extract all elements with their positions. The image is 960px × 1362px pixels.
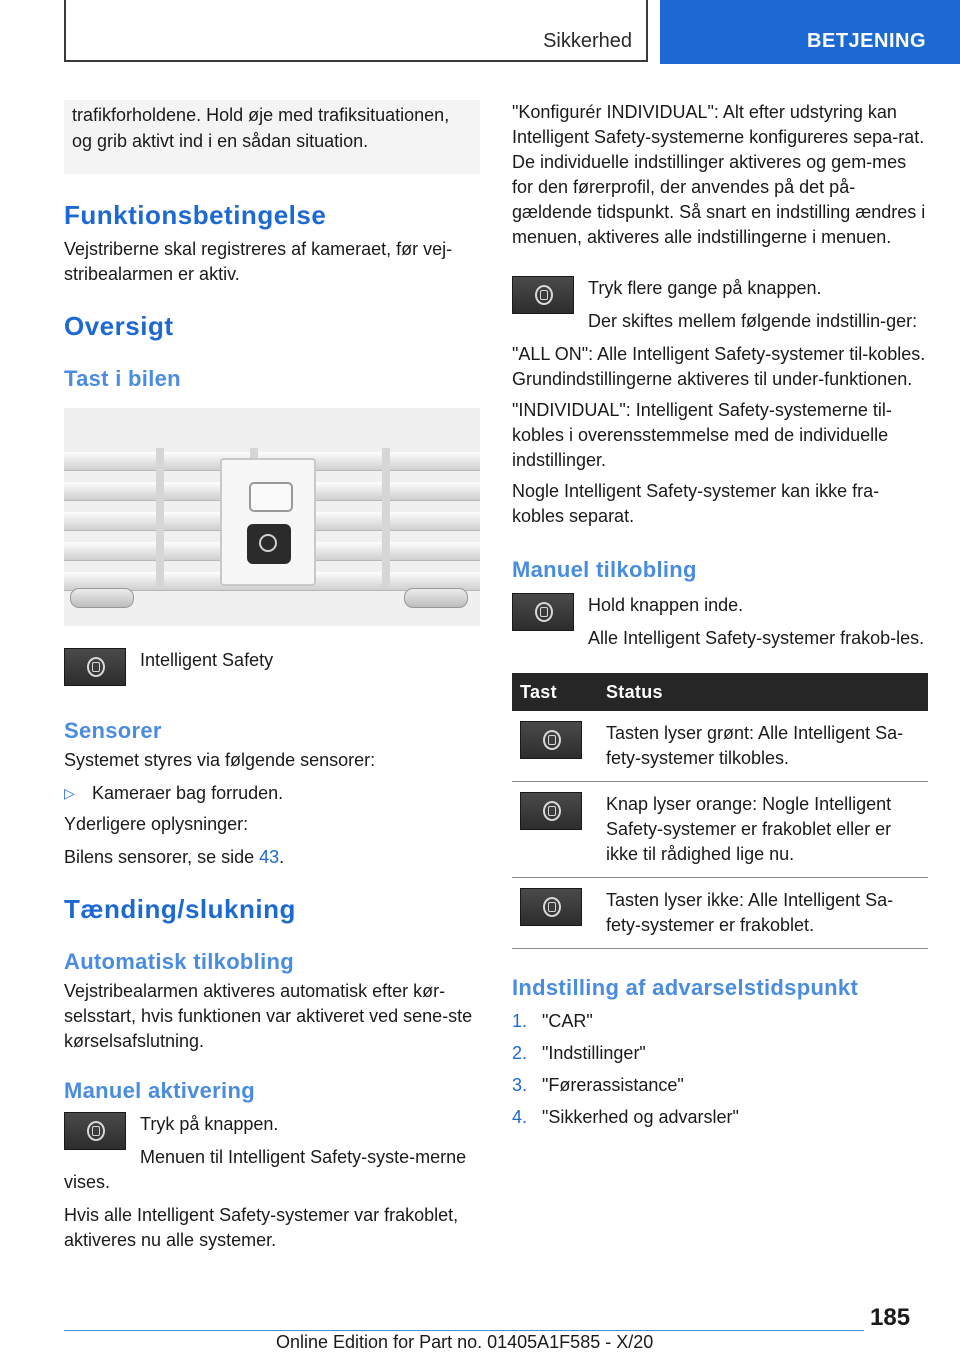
note-text: trafikforholdene. Hold øje med trafiksituationen, og grib aktivt ind i en sådan situation.: [72, 105, 450, 151]
heading-indstilling: Indstilling af advarselstidspunkt: [512, 975, 859, 1000]
triangle-bullet-icon: ▷: [64, 785, 75, 801]
page-header: [0, 0, 960, 64]
icon-row-hold: [512, 593, 928, 651]
icon-row-intelligent-safety: [64, 648, 480, 688]
heading-automatisk: Automatisk tilkobling: [64, 949, 294, 974]
page-link[interactable]: 43: [259, 847, 280, 867]
table-row: Tasten lyser grønt: Alle Intelligent Sa-fety-systemer tilkobles.: [512, 711, 928, 782]
para-alle-frakob: Alle Intelligent Safety-systemer frakob-les.: [588, 628, 925, 648]
chapter-tab: [660, 0, 960, 64]
para-menuen: Menuen til Intelligent Safety-syste-merne vises.: [64, 1147, 467, 1192]
intelligent-safety-icon: [512, 276, 574, 314]
footer-edition: Online Edition for Part no. 01405A1F585 - X/20: [276, 1332, 654, 1352]
para-yderligere: Yderligere oplysninger:: [64, 814, 249, 834]
intelligent-safety-icon: [520, 888, 582, 926]
table-row: Tasten lyser ikke: Alle Intelligent Sa-fety-systemer er frakoblet.: [512, 878, 928, 949]
table-row: Knap lyser orange: Nogle Intelligent Safety-systemer er frakoblet eller er ikke til rådighed lige nu.: [512, 782, 928, 878]
para-sensorer: Systemet styres via følgende sensorer:: [64, 750, 376, 770]
note-box: [64, 100, 480, 174]
right-column: [512, 100, 928, 1137]
heading-funktionsbetingelse: Funktionsbetingelse: [64, 200, 327, 230]
list-item: 4. "Sikkerhed og advarsler": [512, 1107, 739, 1127]
heading-oversigt: Oversigt: [64, 311, 174, 341]
status-table: [512, 673, 928, 949]
list-item: 3. "Førerassistance": [512, 1075, 684, 1095]
list-item: 2. "Indstillinger": [512, 1043, 646, 1063]
list-item: 1. "CAR": [512, 1011, 593, 1031]
intelligent-safety-icon: [64, 1112, 126, 1150]
para-konfig: "Konfigurér INDIVIDUAL": Alt efter udstyring kan Intelligent Safety-systemerne konfigureres sepa-rat. De individuelle indstillinger aktiveres og gem-mes for den førerprofil, der anvendes på det på-gældende tidspunkt. Så snart en indstilling ændres i menuen, aktiveres alle indstillingerne i menuen.: [512, 102, 926, 247]
intelligent-safety-switch: [247, 524, 291, 564]
footer-divider: [64, 1330, 864, 1331]
para-funktion: Vejstriberne skal registreres af kameraet, før vej-stribealarmen er aktiv.: [64, 239, 453, 284]
heading-manuel-aktivering: Manuel aktivering: [64, 1078, 255, 1103]
left-column: [64, 100, 480, 1253]
switch-panel: [220, 458, 316, 586]
para-nogle: Nogle Intelligent Safety-systemer kan ikke fra-kobles separat.: [512, 481, 880, 526]
dashboard-photo: [64, 408, 480, 626]
intelligent-safety-icon: [64, 648, 126, 686]
page-number: 185: [870, 1304, 911, 1331]
para-individual: "INDIVIDUAL": Intelligent Safety-systemerne til-kobles i overensstemmelse med de individuelle indstillinger.: [512, 400, 892, 470]
list-item: ▷ Kameraer bag forruden.: [64, 781, 480, 806]
icon-label: Intelligent Safety: [140, 650, 274, 670]
heading-tast-i-bilen: Tast i bilen: [64, 366, 181, 391]
para-bilens-sensorer: Bilens sensorer, se side 43.: [64, 847, 285, 867]
section-tab: [64, 0, 648, 62]
steps-list: [512, 1009, 928, 1130]
vent-knob-left: [70, 588, 134, 608]
para-all-on: "ALL ON": Alle Intelligent Safety-systemer til-kobles. Grundindstillingerne aktiveres til under-funktionen.: [512, 344, 926, 389]
para-hvis: Hvis alle Intelligent Safety-systemer var frakoblet, aktiveres nu alle systemer.: [64, 1205, 459, 1250]
col-header-status: Status: [598, 673, 928, 711]
icon-row-tryk-flere: [512, 276, 928, 334]
heading-sensorer: Sensorer: [64, 718, 162, 743]
intelligent-safety-icon: [520, 721, 582, 759]
upper-switch: [249, 482, 293, 512]
para-tryk: Tryk på knappen.: [140, 1114, 279, 1134]
para-skiftes: Der skiftes mellem følgende indstillin-ger:: [588, 311, 918, 331]
col-header-tast: Tast: [512, 673, 598, 711]
para-hold: Hold knappen inde.: [588, 595, 744, 615]
heading-manuel-tilkobling: Manuel tilkobling: [512, 557, 697, 582]
section-title: Sikkerhed: [543, 30, 632, 52]
heading-taending: Tænding/slukning: [64, 894, 296, 924]
intelligent-safety-icon: [512, 593, 574, 631]
intelligent-safety-icon: [520, 792, 582, 830]
chapter-title: BETJENING: [807, 30, 926, 52]
para-tryk-flere: Tryk flere gange på knappen.: [588, 278, 822, 298]
icon-row-manuel-aktivering: [64, 1112, 480, 1195]
vent-knob-right: [404, 588, 468, 608]
para-auto: Vejstribealarmen aktiveres automatisk efter kør-selsstart, hvis funktionen var aktiveret ved sene-ste kørselsafslutning.: [64, 981, 473, 1051]
